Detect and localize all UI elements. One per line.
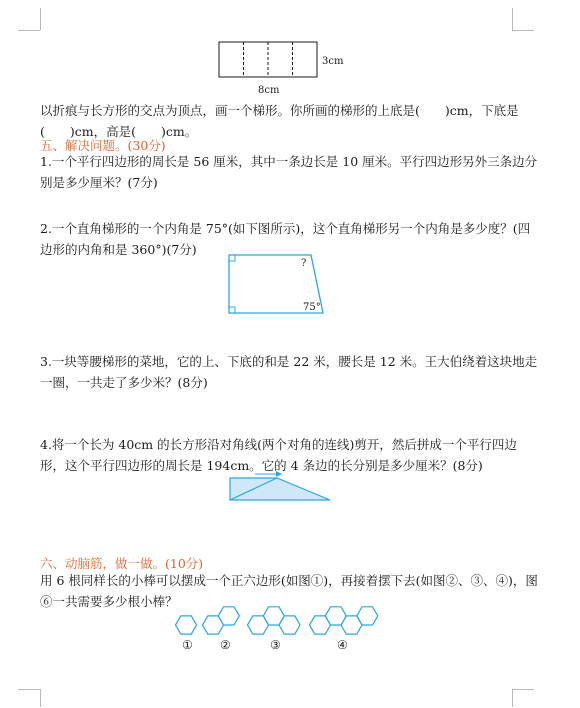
angle-75-label: 75°	[303, 302, 321, 313]
question-3: 3.一块等腰梯形的菜地，它的上、下底的和是 22 米，腰长是 12 米。王大伯绕着这块地走一圈，一共走了多少米？(8分)	[40, 354, 538, 390]
figure-label-4: ④	[337, 638, 348, 652]
figure-label-1: ①	[182, 638, 193, 652]
section-6-heading: 六、动脑筋，做一做。(10分)	[40, 556, 204, 571]
unknown-angle-label: ?	[301, 258, 307, 269]
hexagon-fig3-3	[279, 616, 300, 634]
question-fold-trapezoid: 以折痕与长方形的交点为顶点，画一个梯形。你所画的梯形的上底是( )cm，下底是( )cm，高是( )cm。	[40, 103, 519, 139]
crop-mark-bottom-left-v	[40, 689, 41, 707]
height-label: 3cm	[322, 56, 344, 67]
question-1: 1.一个平行四边形的周长是 56 厘米，其中一条边长是 10 厘米。平行四边形另外三条边分别是多少厘米？(7分)	[40, 154, 538, 190]
crop-mark-bottom-left-h	[18, 689, 40, 690]
crop-mark-bottom-right-v	[512, 689, 513, 707]
section-5-heading: 五、解决问题。(30分)	[40, 138, 166, 153]
hexagon-fig2-2	[218, 607, 239, 625]
hexagon-fig4-4	[357, 607, 378, 625]
crop-mark-bottom-right-h	[512, 689, 534, 690]
hexagon-fig1-1	[176, 616, 197, 634]
figure-label-2: ②	[220, 638, 231, 652]
question-4: 4.将一个长为 40cm 的长方形沿对角线(两个对角的连线)剪开，然后拼成一个平行四边形，这个平行四边形的周长是 194cm。它的 4 条边的长分别是多少厘米？(8分)	[40, 437, 517, 473]
width-label: 8cm	[258, 85, 280, 96]
figure-label-3: ③	[270, 638, 281, 652]
question-2: 2.一个直角梯形的一个内角是 75°(如下图所示)，这个直角梯形另一个内角是多少度？(四边形的内角和是 360°)(7分)	[40, 221, 531, 257]
question-6: 用 6 根同样长的小棒可以摆成一个正六边形(如图①)，再接着摆下去(如图②、③、④)，图⑥一共需要多少根小棒？	[40, 573, 538, 609]
